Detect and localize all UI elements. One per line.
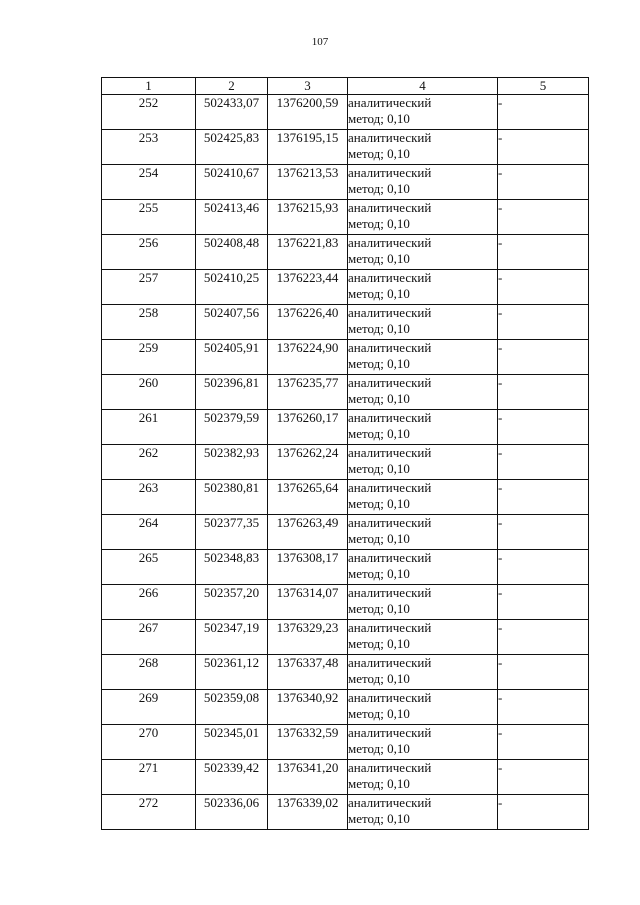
- coordinate-x: 502377,35: [196, 515, 268, 550]
- coordinate-y: 1376213,53: [268, 165, 348, 200]
- method-line-1: аналитический: [348, 550, 432, 565]
- note-cell: -: [498, 305, 589, 340]
- method-line-1: аналитический: [348, 95, 432, 110]
- method-line-1: аналитический: [348, 585, 432, 600]
- method-cell: [348, 130, 498, 165]
- scan-artifact: [150, 895, 630, 901]
- point-number: 271: [102, 760, 196, 795]
- note-cell: -: [498, 165, 589, 200]
- method-line-1: аналитический: [348, 130, 432, 145]
- table-row: [102, 340, 589, 375]
- method-cell: [348, 550, 498, 585]
- point-number: 260: [102, 375, 196, 410]
- note-cell: -: [498, 410, 589, 445]
- method-line-2: метод; 0,10: [348, 426, 410, 441]
- coordinate-y: 1376215,93: [268, 200, 348, 235]
- table-row: [102, 445, 589, 480]
- method-cell: [348, 445, 498, 480]
- coordinate-y: 1376260,17: [268, 410, 348, 445]
- coordinate-x: 502413,46: [196, 200, 268, 235]
- method-line-1: аналитический: [348, 655, 432, 670]
- method-line-1: аналитический: [348, 235, 432, 250]
- method-cell: [348, 235, 498, 270]
- coordinate-x: 502347,19: [196, 620, 268, 655]
- method-line-2: метод; 0,10: [348, 706, 410, 721]
- header-col-1: 1: [102, 78, 196, 95]
- method-line-1: аналитический: [348, 340, 432, 355]
- point-number: 272: [102, 795, 196, 830]
- header-row: [102, 78, 589, 95]
- method-line-1: аналитический: [348, 760, 432, 775]
- coordinate-x: 502396,81: [196, 375, 268, 410]
- coordinate-x: 502382,93: [196, 445, 268, 480]
- point-number: 258: [102, 305, 196, 340]
- method-line-1: аналитический: [348, 795, 432, 810]
- coordinate-x: 502359,08: [196, 690, 268, 725]
- method-line-2: метод; 0,10: [348, 111, 410, 126]
- method-cell: [348, 760, 498, 795]
- coordinate-x: 502408,48: [196, 235, 268, 270]
- method-line-2: метод; 0,10: [348, 391, 410, 406]
- method-line-2: метод; 0,10: [348, 286, 410, 301]
- header-col-5: 5: [498, 78, 589, 95]
- method-line-1: аналитический: [348, 305, 432, 320]
- coordinate-x: 502357,20: [196, 585, 268, 620]
- method-line-1: аналитический: [348, 165, 432, 180]
- method-cell: [348, 480, 498, 515]
- method-line-2: метод; 0,10: [348, 251, 410, 266]
- coordinate-y: 1376224,90: [268, 340, 348, 375]
- method-line-2: метод; 0,10: [348, 461, 410, 476]
- method-line-1: аналитический: [348, 515, 432, 530]
- table-row: [102, 235, 589, 270]
- table-row: [102, 200, 589, 235]
- method-cell: [348, 725, 498, 760]
- page-number: 107: [311, 36, 329, 48]
- method-cell: [348, 200, 498, 235]
- method-cell: [348, 515, 498, 550]
- coordinate-y: 1376263,49: [268, 515, 348, 550]
- method-cell: [348, 655, 498, 690]
- point-number: 270: [102, 725, 196, 760]
- method-cell: [348, 340, 498, 375]
- method-line-1: аналитический: [348, 690, 432, 705]
- coordinate-x: 502407,56: [196, 305, 268, 340]
- method-line-1: аналитический: [348, 270, 432, 285]
- point-number: 264: [102, 515, 196, 550]
- table-row: [102, 270, 589, 305]
- coordinate-x: 502433,07: [196, 95, 268, 130]
- method-line-1: аналитический: [348, 620, 432, 635]
- note-cell: -: [498, 655, 589, 690]
- note-cell: -: [498, 480, 589, 515]
- coordinate-x: 502336,06: [196, 795, 268, 830]
- method-line-2: метод; 0,10: [348, 601, 410, 616]
- coordinate-y: 1376221,83: [268, 235, 348, 270]
- note-cell: -: [498, 690, 589, 725]
- method-cell: [348, 585, 498, 620]
- method-line-2: метод; 0,10: [348, 216, 410, 231]
- method-line-2: метод; 0,10: [348, 776, 410, 791]
- point-number: 259: [102, 340, 196, 375]
- method-line-2: метод; 0,10: [348, 566, 410, 581]
- coordinate-y: 1376341,20: [268, 760, 348, 795]
- coordinate-y: 1376314,07: [268, 585, 348, 620]
- note-cell: -: [498, 760, 589, 795]
- method-cell: [348, 620, 498, 655]
- table-row: [102, 410, 589, 445]
- method-cell: [348, 165, 498, 200]
- note-cell: -: [498, 235, 589, 270]
- method-line-2: метод; 0,10: [348, 811, 410, 826]
- note-cell: -: [498, 515, 589, 550]
- note-cell: -: [498, 795, 589, 830]
- coordinate-y: 1376332,59: [268, 725, 348, 760]
- table-row: [102, 760, 589, 795]
- note-cell: -: [498, 550, 589, 585]
- table-row: [102, 620, 589, 655]
- coordinate-x: 502379,59: [196, 410, 268, 445]
- method-line-2: метод; 0,10: [348, 356, 410, 371]
- method-line-2: метод; 0,10: [348, 181, 410, 196]
- coordinate-x: 502380,81: [196, 480, 268, 515]
- table-row: [102, 480, 589, 515]
- header-col-4: 4: [348, 78, 498, 95]
- table-row: [102, 95, 589, 130]
- table-row: [102, 375, 589, 410]
- point-number: 267: [102, 620, 196, 655]
- method-line-1: аналитический: [348, 375, 432, 390]
- note-cell: -: [498, 445, 589, 480]
- point-number: 256: [102, 235, 196, 270]
- point-number: 255: [102, 200, 196, 235]
- header-col-2: 2: [196, 78, 268, 95]
- coordinate-x: 502425,83: [196, 130, 268, 165]
- note-cell: -: [498, 375, 589, 410]
- note-cell: -: [498, 620, 589, 655]
- table-row: [102, 165, 589, 200]
- point-number: 252: [102, 95, 196, 130]
- method-line-2: метод; 0,10: [348, 146, 410, 161]
- point-number: 261: [102, 410, 196, 445]
- coordinate-y: 1376339,02: [268, 795, 348, 830]
- method-line-1: аналитический: [348, 480, 432, 495]
- coordinate-y: 1376235,77: [268, 375, 348, 410]
- note-cell: -: [498, 130, 589, 165]
- coordinate-y: 1376308,17: [268, 550, 348, 585]
- note-cell: -: [498, 200, 589, 235]
- point-number: 253: [102, 130, 196, 165]
- table-body: [102, 95, 589, 830]
- coordinate-y: 1376340,92: [268, 690, 348, 725]
- method-cell: [348, 410, 498, 445]
- table-row: [102, 305, 589, 340]
- coordinate-x: 502405,91: [196, 340, 268, 375]
- method-line-2: метод; 0,10: [348, 636, 410, 651]
- table-row: [102, 655, 589, 690]
- method-line-2: метод; 0,10: [348, 531, 410, 546]
- coordinate-y: 1376337,48: [268, 655, 348, 690]
- point-number: 262: [102, 445, 196, 480]
- point-number: 254: [102, 165, 196, 200]
- method-cell: [348, 795, 498, 830]
- point-number: 268: [102, 655, 196, 690]
- coordinate-y: 1376195,15: [268, 130, 348, 165]
- method-cell: [348, 305, 498, 340]
- coordinate-x: 502348,83: [196, 550, 268, 585]
- method-line-1: аналитический: [348, 200, 432, 215]
- table-row: [102, 585, 589, 620]
- method-line-1: аналитический: [348, 445, 432, 460]
- coordinate-x: 502339,42: [196, 760, 268, 795]
- method-line-1: аналитический: [348, 725, 432, 740]
- coordinate-y: 1376226,40: [268, 305, 348, 340]
- point-number: 263: [102, 480, 196, 515]
- table-row: [102, 795, 589, 830]
- table-row: [102, 550, 589, 585]
- coordinate-x: 502361,12: [196, 655, 268, 690]
- point-number: 269: [102, 690, 196, 725]
- point-number: 257: [102, 270, 196, 305]
- method-cell: [348, 270, 498, 305]
- table-row: [102, 515, 589, 550]
- method-line-2: метод; 0,10: [348, 321, 410, 336]
- point-number: 266: [102, 585, 196, 620]
- note-cell: -: [498, 95, 589, 130]
- coordinate-x: 502410,67: [196, 165, 268, 200]
- method-cell: [348, 95, 498, 130]
- table-header: [102, 78, 589, 95]
- note-cell: -: [498, 340, 589, 375]
- coordinate-y: 1376265,64: [268, 480, 348, 515]
- coordinates-table: [101, 77, 589, 830]
- table-row: [102, 690, 589, 725]
- coordinate-y: 1376329,23: [268, 620, 348, 655]
- coordinate-y: 1376223,44: [268, 270, 348, 305]
- method-line-1: аналитический: [348, 410, 432, 425]
- note-cell: -: [498, 585, 589, 620]
- coordinate-x: 502410,25: [196, 270, 268, 305]
- coordinate-y: 1376262,24: [268, 445, 348, 480]
- method-line-2: метод; 0,10: [348, 741, 410, 756]
- method-line-2: метод; 0,10: [348, 496, 410, 511]
- coordinate-y: 1376200,59: [268, 95, 348, 130]
- method-line-2: метод; 0,10: [348, 671, 410, 686]
- note-cell: -: [498, 270, 589, 305]
- header-col-3: 3: [268, 78, 348, 95]
- point-number: 265: [102, 550, 196, 585]
- coordinate-x: 502345,01: [196, 725, 268, 760]
- note-cell: -: [498, 725, 589, 760]
- method-cell: [348, 690, 498, 725]
- method-cell: [348, 375, 498, 410]
- table-row: [102, 130, 589, 165]
- table-row: [102, 725, 589, 760]
